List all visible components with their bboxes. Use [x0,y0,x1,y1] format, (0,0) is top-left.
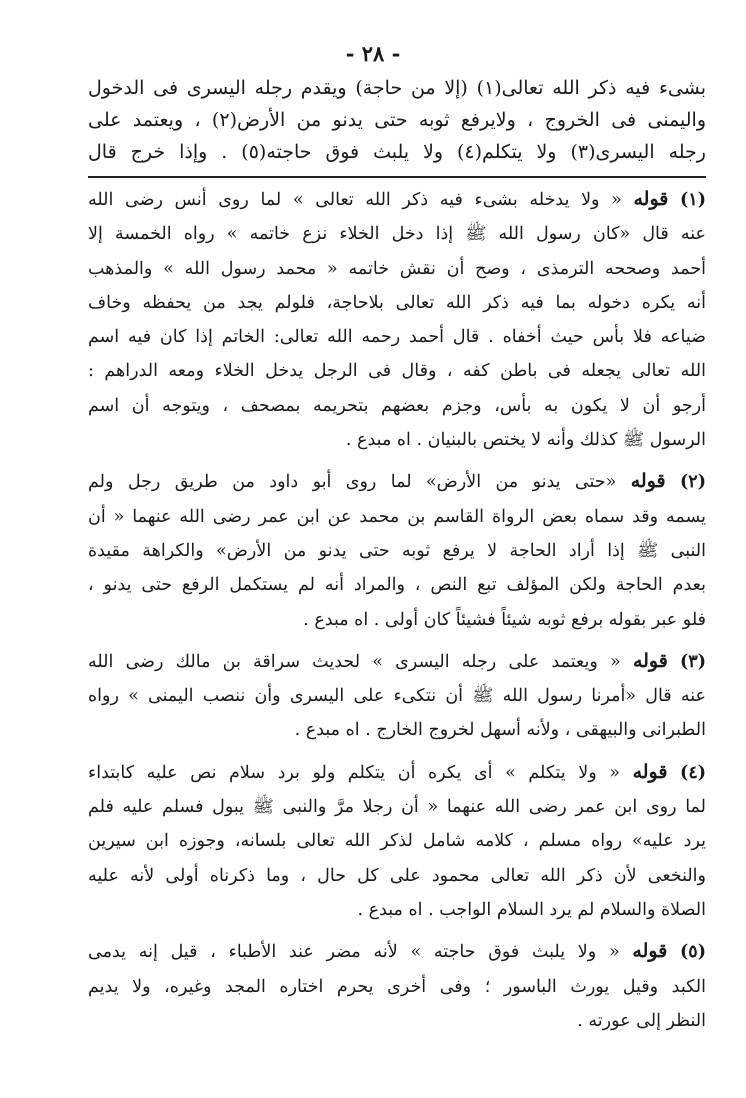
footnote-line: يسمه وقد سماه بعض الرواة القاسم بن محمد عن ابن عمر رضى الله عنهما « أن [88,506,706,527]
footnote-line: أحمد وصححه الترمذى ، وصح أن نقش خاتمه « محمد رسول الله » والمذهب [88,258,706,279]
footnote-4 [88,755,706,927]
main-text-block [88,72,706,168]
footnote-line: النظر إلى عورته . [577,1010,706,1031]
footnote-2 [88,464,706,636]
footnotes-section [88,182,706,1038]
footnote-line: بعدم الحاجة ولكن المؤلف تبع النص ، والمراد أنه لم يستكمل الرفع حتى يدنو ، [88,575,706,596]
footnote-line: (٣) قوله « ويعتمد على رجله اليسرى » لحديث سراقة بن مالك رضى الله [88,649,706,672]
footnote-number: (٤) [680,762,706,783]
footnote-number: (١) [680,190,706,210]
footnote-line: أنه يكره دخوله بما فيه ذكر الله تعالى بلاحاجة، فلولم يجد من يحفظه وخاف [88,292,706,313]
footnote-line: لما روى ابن عمر رضى الله عنهما « أن رجلا مرَّ والنبى ﷺ يبول فسلم عليه فلم [88,797,706,818]
footnote-line: (١) قوله « ولا يدخله بشىء فيه ذكر الله تعالى » لما روى أنس رضى الله [88,188,706,210]
footnote-1 [88,182,706,457]
footnote-keyword: قوله [632,940,668,963]
footnote-line: ضياعه فلا بأس حيث أخفاه . قال أحمد رحمه الله تعالى: الخاتم إذا كان فيه اسم [88,327,706,348]
page-number: - ٢٨ - [345,41,401,66]
footnote-5 [88,934,706,1038]
footnote-number: (٥) [680,942,706,963]
main-text-line: رجله اليسرى(٣) ولا يتكلم(٤) ولا يلبث فوق حاجته(٥) . وإذا خرج قال [88,141,706,163]
footnote-line: (٢) قوله «حتى يدنو من الأرض» لما روى أبو داود من طريق رجل ولم [88,470,706,493]
footnote-line: أرجو أن لا يكون به بأس، وجزم بعضهم بتحريمه بمصحف ، ويتوجه أن اسم [88,395,706,416]
footnote-number: (٣) [680,651,706,672]
main-text-line: واليمنى فى الخروج ، ولايرفع ثوبه حتى يدنو من الأرض(٢) ، ويعتمد على [88,109,706,131]
footnote-line: (٥) قوله « ولا يلبث فوق حاجته » لأنه مضر عند الأطباء ، قيل إنه يدمى [88,940,706,963]
footnote-line: عنه قال «كان رسول الله ﷺ إذا دخل الخلاء نزع خاتمه » رواه الخمسة إلا [88,224,706,245]
footnote-line: والنخعى لأن ذكر الله تعالى محمود على كل حال ، وما ذكرناه أولى لأنه عليه [88,865,706,886]
footnote-line: فلو عبر بقوله برفع ثوبه شيئاً فشيئاً كان أولى . اه مبدع . [303,609,706,630]
footnote-line: يرد عليه» رواه مسلم ، كلامه شامل لذكر الله تعالى بلسانه، وجوزه ابن سيرين [88,831,706,852]
footnote-line: الطبرانى والبيهقى ، ولأنه أسهل لخروج الخارج . اه مبدع . [294,720,706,741]
footnote-separator [88,176,706,178]
footnote-line: الصلاة والسلام لم يرد السلام الواجب . اه مبدع . [357,899,706,920]
footnote-line: النبى ﷺ إذا أراد الحاجة لا يرفع ثوبه حتى يدنو من الأرض» والكراهة مقيدة [88,540,706,561]
footnote-line: الرسول ﷺ كذلك وأنه لا يختص بالبنيان . اه مبدع . [345,430,706,451]
footnote-keyword: قوله [632,649,668,672]
footnote-line: الله تعالى يجعله فى باطن كفه ، وقال فى الرجل يدخل الخلاء ومعه الدراهم : [88,361,706,382]
footnote-keyword: قوله [632,760,668,783]
footnote-number: (٢) [680,472,706,493]
footnote-line: (٤) قوله « ولا يتكلم » أى يكره أن يتكلم ولو برد سلام نص عليه كابتداء [88,760,706,783]
footnote-line: الكبد وقيل يورث الباسور ؛ وفى أخرى يحرم اختاره المجد وغيره، ولا يديم [88,976,706,997]
footnote-line: عنه قال «أمرنا رسول الله ﷺ أن نتكىء على اليسرى وأن ننصب اليمنى » رواه [88,686,706,707]
footnote-keyword: قوله [633,188,669,210]
main-text-line: بشىء فيه ذكر الله تعالى(١) (إلا من حاجة) ويقدم رجله اليسرى فى الدخول [88,77,706,99]
footnote-3 [88,644,706,748]
footnote-keyword: قوله [630,470,666,493]
